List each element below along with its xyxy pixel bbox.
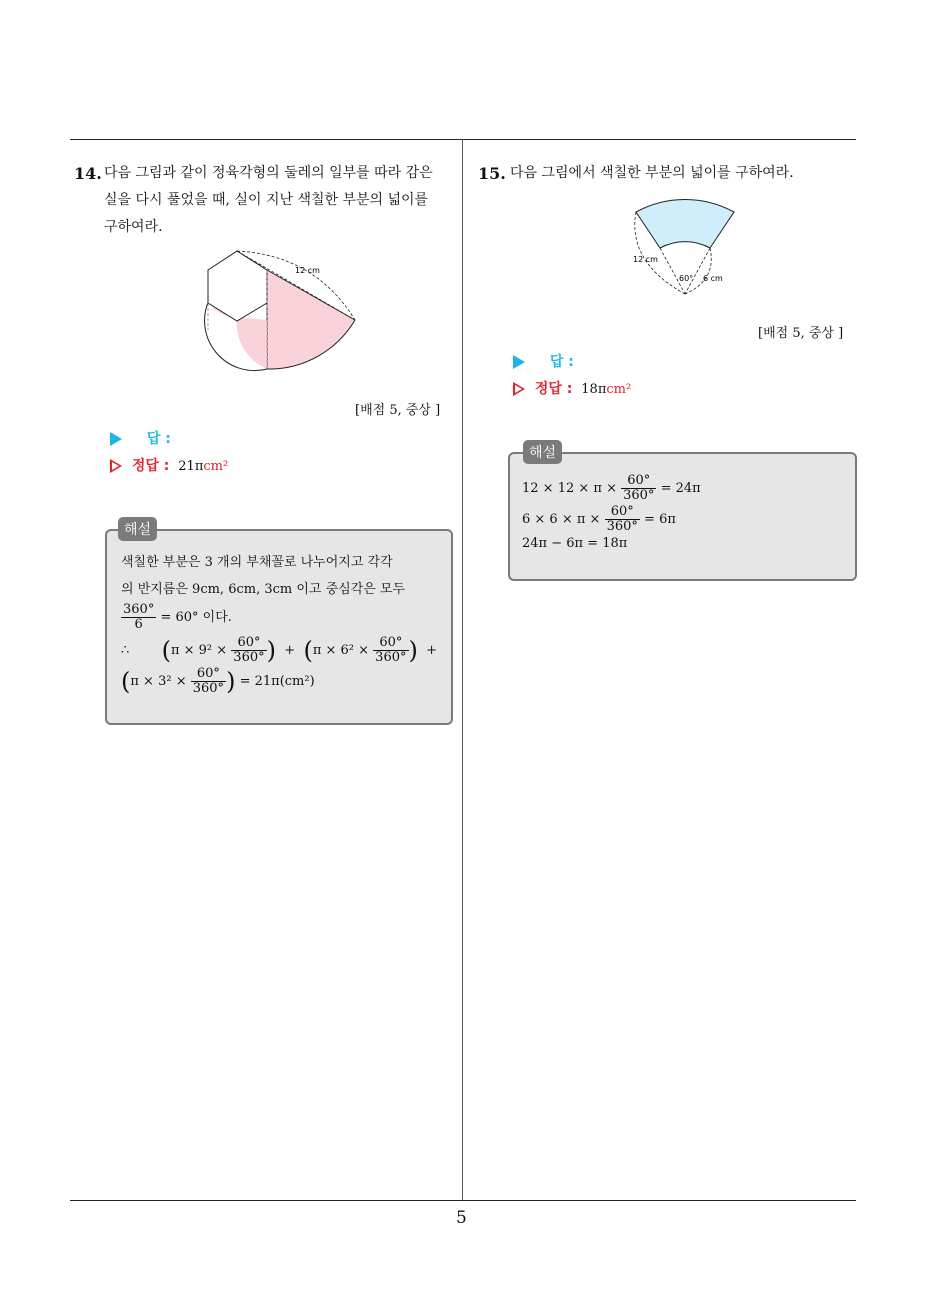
question-15	[478, 160, 858, 187]
question-text-line: 구하여라.	[104, 219, 163, 235]
explanation-box	[508, 452, 857, 581]
answer-label: 답 :	[549, 354, 574, 370]
correct-answer-row	[110, 455, 228, 475]
annular-sector-figure	[625, 192, 745, 302]
question-text-line: 다음 그림에서 색칠한 부분의 넓이를 구하여라.	[510, 165, 794, 181]
figure-label-60deg: 60°	[679, 274, 694, 283]
correct-answer-row	[513, 378, 631, 398]
correct-label: 정답 :	[131, 458, 170, 474]
answer-row	[110, 428, 171, 448]
play-outline-icon	[110, 459, 122, 473]
question-14	[74, 160, 458, 241]
hexagon-sector-figure	[195, 245, 365, 375]
shaded-annular-sector	[636, 199, 734, 248]
figure-label-12cm: 12 cm	[295, 266, 320, 275]
correct-unit: cm²	[606, 382, 632, 397]
correct-unit: cm²	[203, 459, 229, 474]
play-icon	[513, 355, 525, 369]
question-text-line: 실을 다시 풀었을 때, 실이 지난 색칠한 부분의 넓이를	[104, 192, 429, 208]
correct-value: 18π	[581, 382, 607, 397]
top-rule	[70, 139, 856, 140]
sector-large	[267, 270, 355, 369]
explanation-tag: 해설	[118, 517, 157, 541]
explanation-tag: 해설	[523, 440, 562, 464]
correct-label: 정답 :	[534, 381, 573, 397]
explanation-equation: 6 × 6 × π × $\frac{60^\circ}{360^\circ}$ = 6π	[522, 504, 676, 534]
page-number: 5	[456, 1208, 467, 1228]
figure-label-12cm: 12 cm	[633, 255, 658, 264]
question-text-line: 다음 그림과 같이 정육각형의 둘레의 일부를 따라 감은	[104, 165, 433, 181]
explanation-line: 색칠한 부분은 3 개의 부채꼴로 나누어지고 각각	[121, 555, 393, 570]
figure-label-6cm: 6 cm	[703, 274, 723, 283]
question-number: 15.	[478, 164, 506, 183]
score-label: [배점 5, 중상 ]	[355, 403, 441, 418]
play-icon	[110, 432, 122, 446]
play-outline-icon	[513, 382, 525, 396]
explanation-equation: (π × 3² × $\frac{60^\circ}{360^\circ}$ ) = 21π(cm²)	[121, 666, 315, 696]
column-divider	[462, 139, 463, 1201]
explanation-box	[105, 529, 453, 725]
answer-label: 답 :	[146, 431, 171, 447]
bottom-rule	[70, 1200, 856, 1201]
question-number: 14.	[74, 164, 102, 183]
explanation-equation: ∴ (π × 9² × $\frac{60^\circ}{360^\circ}$ ) + (π × 6² × $\frac{60^\circ}{360^\circ}$ ) +	[121, 635, 438, 665]
explanation-equation: 24π − 6π = 18π	[522, 536, 628, 551]
explanation-line: $\frac{360^\circ}{6}$ = 60° 이다.	[123, 602, 232, 632]
answer-row	[513, 351, 574, 371]
correct-value: 21π	[178, 459, 204, 474]
explanation-line: 의 반지름은 9cm, 6cm, 3cm 이고 중심각은 모두	[121, 582, 406, 597]
score-label: [배점 5, 중상 ]	[758, 326, 844, 341]
explanation-equation: 12 × 12 × π × $\frac{60^\circ}{360^\circ}$ = 24π	[522, 473, 701, 503]
